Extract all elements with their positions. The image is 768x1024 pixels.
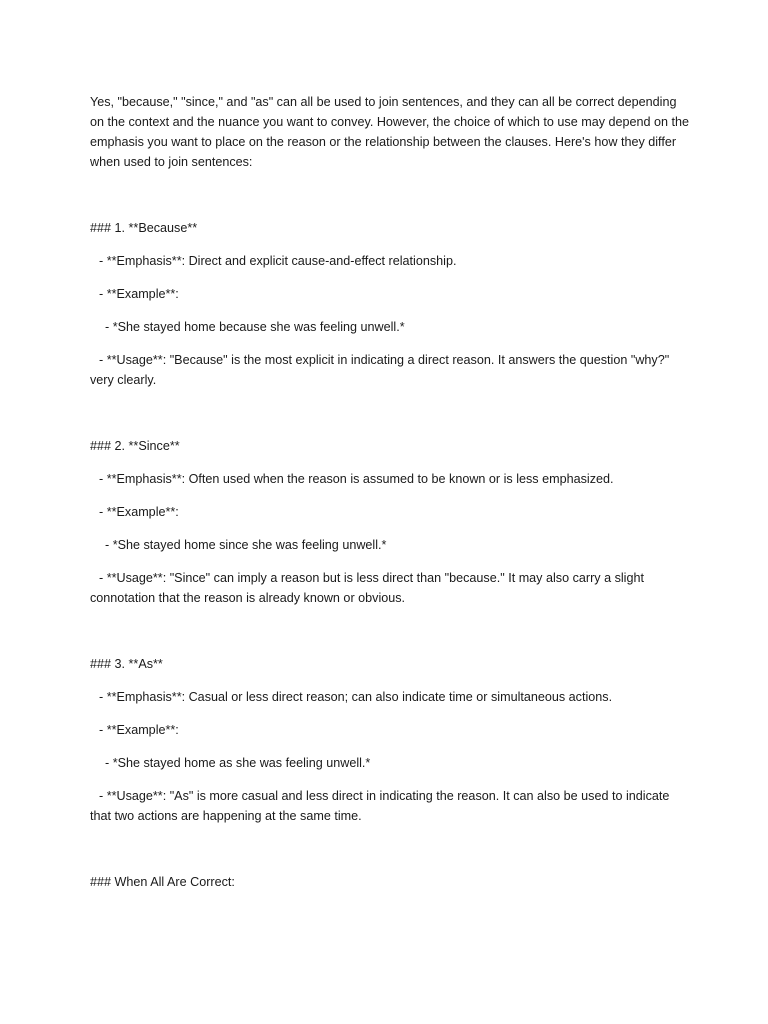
document-page <box>90 92 690 892</box>
section-heading: ### 3. **As** <box>90 657 163 671</box>
emphasis-item: - **Emphasis**: Often used when the reason is assumed to be known or is less emphasized. <box>99 472 614 486</box>
example-sentence: - *She stayed home as she was feeling unwell.* <box>105 756 371 770</box>
emphasis-item: - **Emphasis**: Direct and explicit cause-and-effect relationship. <box>99 254 457 268</box>
section-heading: ### 2. **Since** <box>90 439 180 453</box>
intro-paragraph: Yes, "because," "since," and "as" can all be used to join sentences, and they can all be correct depending on the context and the nuance you want to convey. However, the choice of which to use may depend on the emphasis you want to place on the reason or the relationship between the clauses. Here's how they differ when used to join sentences: <box>90 95 690 169</box>
example-sentence: - *She stayed home since she was feeling unwell.* <box>105 538 387 552</box>
section-since <box>90 436 690 608</box>
example-sentence: - *She stayed home because she was feeling unwell.* <box>105 320 405 334</box>
section-heading: ### 1. **Because** <box>90 221 198 235</box>
example-label: - **Example**: <box>99 287 179 301</box>
usage-item: - **Usage**: "Because" is the most explicit in indicating a direct reason. It answers the question "why?" very clearly. <box>90 353 670 387</box>
section-because <box>90 218 690 390</box>
section-as <box>90 654 690 826</box>
final-heading: ### When All Are Correct: <box>90 875 235 889</box>
emphasis-item: - **Emphasis**: Casual or less direct reason; can also indicate time or simultaneous actions. <box>99 690 613 704</box>
example-label: - **Example**: <box>99 723 179 737</box>
example-label: - **Example**: <box>99 505 179 519</box>
usage-item: - **Usage**: "Since" can imply a reason but is less direct than "because." It may also carry a slight connotation that the reason is already known or obvious. <box>90 571 644 605</box>
usage-item: - **Usage**: "As" is more casual and less direct in indicating the reason. It can also be used to indicate that two actions are happening at the same time. <box>90 789 670 823</box>
